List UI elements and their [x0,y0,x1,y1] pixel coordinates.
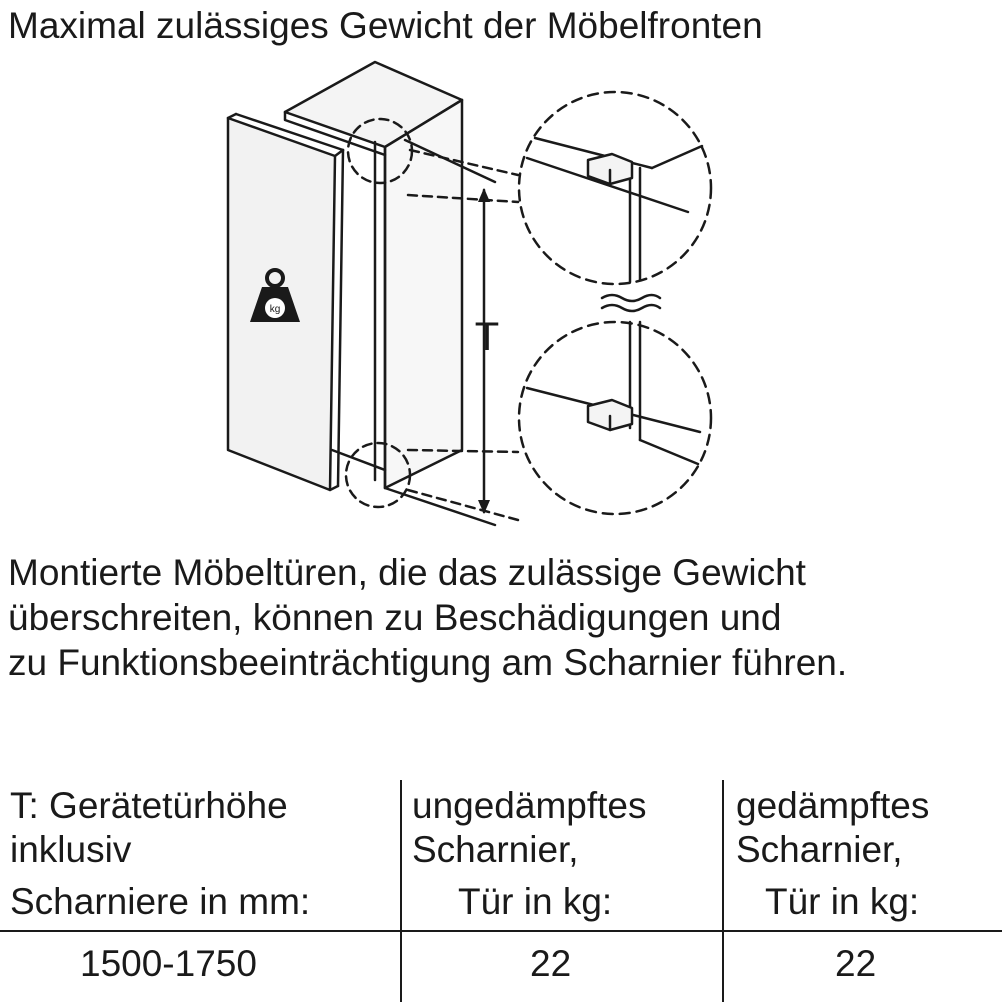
dimension-t-label: T [474,315,500,359]
table-divider [722,780,724,1002]
warning-line: überschreiten, können zu Beschädigungen und [8,597,782,638]
warning-line: zu Funktionsbeeinträchtigung am Scharnier führen. [8,642,848,683]
warning-line: Montierte Möbeltüren, die das zulässige Gewicht [8,552,806,593]
lower-hinge-detail [519,322,711,514]
break-marks [602,295,660,311]
upper-hinge-detail [519,92,711,284]
table-divider [0,930,1002,932]
weight-spec-table [0,780,1002,1002]
weight-unit-label: kg [269,304,281,315]
col3-header-line: gedämpftes [736,785,930,826]
col2-header-line: Scharnier, [412,829,579,870]
col2-header-line: Tür in kg: [458,881,613,922]
height-range-value: 1500-1750 [80,943,257,984]
damped-weight-value: 22 [835,943,877,984]
hinge-installation-diagram [0,50,1002,540]
page-title: Maximal zulässiges Gewicht der Möbelfronten [8,5,763,46]
height-dimension [475,188,499,514]
warning-text [8,550,847,685]
col3-header-line: Tür in kg: [765,881,920,922]
col1-header-line: T: Gerätetürhöhe [10,785,288,826]
col1-header-line: Scharniere in mm: [10,881,311,922]
col3-header-line: Scharnier, [736,829,903,870]
table-divider [400,780,402,1002]
col2-header-line: ungedämpftes [412,785,647,826]
undamped-weight-value: 22 [530,943,572,984]
col1-header-line: inklusiv [10,829,132,870]
